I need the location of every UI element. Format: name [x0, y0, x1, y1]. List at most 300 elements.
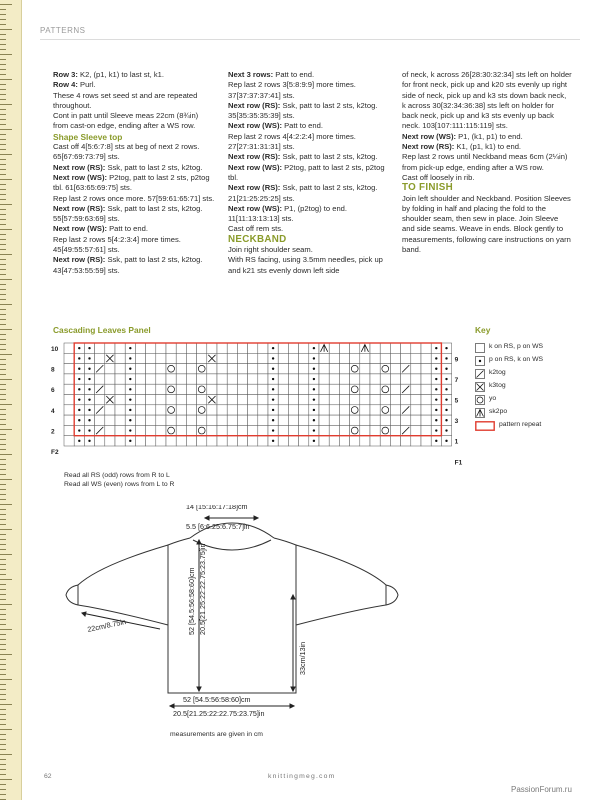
ruler-tick — [0, 309, 6, 310]
chart-cell — [380, 343, 390, 353]
instruction-line — [53, 235, 215, 256]
ruler-tick — [0, 594, 6, 595]
purl-dot — [313, 429, 315, 431]
purl-dot — [435, 429, 437, 431]
purl-dot — [129, 357, 131, 359]
chart-cell — [329, 415, 339, 425]
chart-cell — [217, 395, 227, 405]
row-label: Next row (RS): — [402, 142, 457, 152]
chart-cell — [329, 436, 339, 446]
chart-cell — [288, 384, 298, 394]
chart-cell — [227, 364, 237, 374]
chart-cell — [227, 405, 237, 415]
chart-cell — [319, 436, 329, 446]
chart-cell — [146, 364, 156, 374]
ruler-tick — [0, 374, 6, 375]
chart-cell — [248, 374, 258, 384]
chart-cell — [227, 425, 237, 435]
ruler-tick — [0, 789, 6, 790]
purl-dot — [435, 419, 437, 421]
instruction-text: Rep last 2 rows until Neckband meas 6cm (2¼in) from pick-up edge, ending after a WS row. — [402, 152, 568, 172]
purl-dot — [445, 378, 447, 380]
instruction-line — [402, 132, 572, 142]
chart-cell — [319, 425, 329, 435]
dot-key-icon — [475, 356, 485, 366]
chart-cell — [329, 364, 339, 374]
ruler-tick — [0, 44, 6, 45]
row-label: Next row (RS): — [53, 255, 108, 265]
chart-cell — [278, 364, 288, 374]
ruler-tick — [0, 609, 6, 610]
chart-cell — [390, 415, 400, 425]
chart-cell — [64, 405, 74, 415]
ruler-tick — [0, 674, 6, 675]
chart-cell — [329, 405, 339, 415]
ruler-tick — [0, 534, 6, 535]
purl-dot — [445, 409, 447, 411]
chart-cell — [258, 425, 268, 435]
ruler-tick — [0, 484, 6, 485]
ruler-tick — [0, 504, 12, 505]
purl-dot — [88, 429, 90, 431]
ruler-tick — [0, 449, 6, 450]
purl-dot — [78, 378, 80, 380]
purl-dot — [445, 357, 447, 359]
instruction-text: Rep last 2 rows 3[5:8:9:9] more times. 37[37:37:37:41] sts. — [228, 80, 356, 100]
ruler-tick — [0, 119, 6, 120]
ruler-tick — [0, 529, 12, 530]
chart-cell — [135, 425, 145, 435]
chart-cell — [166, 343, 176, 353]
ruler-tick — [0, 599, 6, 600]
chart-cell — [390, 405, 400, 415]
instruction-text: Join left shoulder and Neckband. Position Sleeves by folding in half and placing the fold to the shoulder seam, then sew in place. Join Sleeve and side seams. Weave in ends. Block gently to measurements, following care instructions on yarn band. — [402, 193, 571, 255]
instruction-text: Patt to end. — [109, 224, 148, 234]
chart-cell — [339, 415, 349, 425]
chart-cell — [390, 395, 400, 405]
chart-cell — [237, 364, 247, 374]
chart-cell — [135, 364, 145, 374]
ruler-tick — [0, 224, 6, 225]
body-width-cm: 52 [54.5:56:58:60]cm — [183, 695, 251, 704]
purl-dot — [129, 378, 131, 380]
chart-cell — [370, 353, 380, 363]
chart-cell — [207, 405, 217, 415]
chart-cell — [217, 405, 227, 415]
chart-cell — [390, 364, 400, 374]
chart-cell — [360, 395, 370, 405]
ruler-tick — [0, 264, 6, 265]
chart-cell — [227, 415, 237, 425]
ruler-tick — [0, 569, 6, 570]
row-number-right: 1 — [454, 438, 459, 446]
chart-cell — [421, 343, 431, 353]
chart-cell — [217, 436, 227, 446]
ruler-tick — [0, 784, 6, 785]
ruler-tick — [0, 724, 6, 725]
chart-cell — [227, 436, 237, 446]
ruler-tick — [0, 59, 6, 60]
chart-cell — [299, 405, 309, 415]
chart-cell — [237, 384, 247, 394]
ruler-tick — [0, 149, 6, 150]
chart-cell — [227, 374, 237, 384]
chart-cell — [115, 415, 125, 425]
purl-dot — [78, 398, 80, 400]
purl-dot — [445, 398, 447, 400]
chart-cell — [421, 415, 431, 425]
chart-cell — [339, 395, 349, 405]
ruler-tick — [0, 499, 6, 500]
chart-cell — [176, 384, 186, 394]
chart-cell — [95, 436, 105, 446]
chart-cell — [135, 353, 145, 363]
ruler-tick — [0, 254, 12, 255]
ruler-tick — [0, 169, 6, 170]
header-divider — [40, 39, 580, 40]
chart-cell — [248, 395, 258, 405]
ruler-tick — [0, 519, 6, 520]
chart-cell — [237, 415, 247, 425]
row-number-right: 5 — [454, 397, 459, 405]
chart-cell — [237, 374, 247, 384]
ruler-tick — [0, 124, 6, 125]
chart-reading-note — [64, 471, 174, 489]
ruler-tick — [0, 659, 6, 660]
chart-cell — [278, 395, 288, 405]
ruler-tick — [0, 694, 6, 695]
ruler-tick — [0, 619, 6, 620]
chart-cell — [156, 353, 166, 363]
chart-cell — [115, 384, 125, 394]
stitch-chart — [50, 340, 470, 470]
chart-cell — [146, 384, 156, 394]
chart-cell — [370, 425, 380, 435]
chart-cell — [401, 395, 411, 405]
chart-cell — [258, 343, 268, 353]
instruction-text: Rep last 2 rows 5[4:2:3:4] more times. 45[49:55:57:61] sts. — [53, 234, 181, 255]
ruler-tick — [0, 779, 12, 780]
chart-cell — [186, 436, 196, 446]
section-heading: NECKBAND — [228, 233, 287, 245]
chart-cell — [370, 364, 380, 374]
chart-cell — [258, 353, 268, 363]
k3tog-key-icon — [475, 382, 485, 392]
purl-dot — [272, 429, 274, 431]
purl-dot — [272, 409, 274, 411]
chart-cell — [278, 374, 288, 384]
chart-cell — [329, 425, 339, 435]
chart-cell — [258, 374, 268, 384]
chart-cell — [288, 405, 298, 415]
ruler-tick — [0, 649, 6, 650]
side-length: 33cm/13in — [298, 641, 307, 675]
key-label: sk2po — [489, 408, 508, 415]
chart-cell — [411, 405, 421, 415]
purl-dot — [88, 409, 90, 411]
chart-cell — [258, 395, 268, 405]
ruler-tick — [0, 544, 6, 545]
ruler-tick — [0, 764, 6, 765]
row-number-right: F1 — [454, 459, 463, 467]
chart-cell — [95, 374, 105, 384]
instruction-text: These 4 rows set seed st and are repeated throughout. — [53, 90, 198, 110]
ruler-tick — [0, 459, 6, 460]
chart-cell — [390, 374, 400, 384]
ruler-tick — [0, 769, 6, 770]
ruler-tick — [0, 679, 12, 680]
chart-cell — [156, 364, 166, 374]
chart-cell — [258, 364, 268, 374]
purl-dot — [129, 347, 131, 349]
ruler-tick — [0, 564, 6, 565]
instruction-text: Ssk, patt to last 2 sts, k2tog. 35[35:35:35:39] sts. — [228, 100, 378, 121]
instruction-line — [228, 80, 390, 101]
ruler-tick — [0, 189, 6, 190]
body-length-cm: 52 [54.5:56:58:60]cm — [187, 567, 196, 635]
row-number-right: 7 — [454, 376, 459, 384]
purl-dot — [78, 419, 80, 421]
ruler-tick — [0, 154, 12, 155]
chart-cell — [288, 436, 298, 446]
chart-cell — [350, 343, 360, 353]
ruler-tick — [0, 229, 12, 230]
chart-cell — [390, 436, 400, 446]
right-cuff — [386, 585, 398, 605]
chart-cell — [186, 374, 196, 384]
chart-cell — [370, 436, 380, 446]
ruler-tick — [0, 444, 6, 445]
chart-cell — [146, 436, 156, 446]
chart-cell — [135, 395, 145, 405]
chart-cell — [105, 436, 115, 446]
chart-cell — [186, 405, 196, 415]
ruler-tick — [0, 19, 6, 20]
chart-cell — [299, 425, 309, 435]
ruler-tick — [0, 339, 6, 340]
repeat-key-icon — [475, 421, 495, 431]
key-label: yo — [489, 395, 497, 402]
ruler-tick — [0, 134, 6, 135]
row-label: Next row (RS): — [53, 162, 108, 172]
chart-cell — [176, 415, 186, 425]
chart-cell — [217, 374, 227, 384]
ruler-tick — [0, 494, 6, 495]
instruction-line — [53, 80, 215, 90]
chart-cell — [390, 343, 400, 353]
chart-cell — [176, 395, 186, 405]
chart-cell — [319, 374, 329, 384]
ruler-tick — [0, 574, 6, 575]
chart-cell — [248, 425, 258, 435]
chart-cell — [278, 353, 288, 363]
chart-cell — [319, 353, 329, 363]
instruction-line — [53, 255, 215, 276]
ruler-tick — [0, 344, 6, 345]
chart-cell — [278, 384, 288, 394]
purl-dot — [78, 429, 80, 431]
ruler-tick — [0, 794, 6, 795]
left-cuff — [66, 585, 78, 605]
chart-cell — [421, 364, 431, 374]
row-label: Next row (WS): — [228, 121, 285, 131]
ruler-tick — [0, 514, 6, 515]
chart-cell — [411, 374, 421, 384]
text-column-1 — [53, 70, 215, 276]
chart-cell — [339, 374, 349, 384]
chart-cell — [156, 425, 166, 435]
ruler-tick — [0, 654, 12, 655]
chart-cell — [421, 395, 431, 405]
chart-cell — [146, 415, 156, 425]
chart-cell — [319, 405, 329, 415]
ruler-tick — [0, 129, 12, 130]
instruction-line — [402, 194, 572, 256]
instruction-text: Join right shoulder seam. — [228, 245, 313, 255]
instruction-line — [53, 224, 215, 234]
ruler-tick — [0, 559, 6, 560]
body-width-in: 20.5[21.25:22:22.75:23.75]in — [173, 709, 265, 718]
chart-cell — [237, 405, 247, 415]
chart-cell — [237, 395, 247, 405]
chart-cell — [390, 384, 400, 394]
ruler-tick — [0, 384, 6, 385]
chart-cell — [319, 384, 329, 394]
ruler-tick — [0, 94, 6, 95]
chart-cell — [115, 374, 125, 384]
row-label: Row 3: — [53, 70, 81, 79]
chart-cell — [350, 436, 360, 446]
chart-cell — [288, 415, 298, 425]
ruler-tick — [0, 624, 6, 625]
purl-dot — [272, 419, 274, 421]
chart-cell — [360, 436, 370, 446]
ruler-tick — [0, 774, 6, 775]
chart-cell — [64, 395, 74, 405]
purl-dot — [88, 347, 90, 349]
chart-cell — [339, 405, 349, 415]
chart-cell — [411, 425, 421, 435]
chart-cell — [288, 374, 298, 384]
chart-cell — [411, 384, 421, 394]
instruction-line — [228, 204, 390, 225]
ruler-tick — [0, 429, 12, 430]
ruler-tick — [0, 604, 12, 605]
chart-cell — [339, 343, 349, 353]
ruler-tick — [0, 349, 6, 350]
ruler-tick — [0, 164, 6, 165]
instruction-line — [228, 132, 390, 153]
instruction-line — [53, 173, 215, 194]
chart-note-line-1: Read all RS (odd) rows from R to L — [64, 472, 170, 479]
instruction-text: Rep last 2 rows 4[4:2:2:4] more times. 27[27:31:31:31] sts. — [228, 131, 356, 152]
chart-cell — [360, 425, 370, 435]
chart-cell — [319, 395, 329, 405]
purl-dot — [435, 347, 437, 349]
instruction-line — [228, 163, 390, 184]
ruler-tick — [0, 239, 6, 240]
chart-cell — [380, 415, 390, 425]
chart-cell — [421, 425, 431, 435]
purl-dot — [313, 347, 315, 349]
instruction-line — [228, 183, 390, 204]
row-number-left: 10 — [51, 346, 59, 353]
purl-dot — [78, 440, 80, 442]
row-label: Next row (WS): — [53, 172, 110, 182]
chart-cell — [95, 353, 105, 363]
instruction-text: Purl. — [80, 80, 96, 90]
ruler-tick — [0, 269, 6, 270]
row-number-left: F2 — [51, 449, 59, 456]
ruler-tick — [0, 274, 6, 275]
chart-cell — [401, 343, 411, 353]
chart-cell — [217, 364, 227, 374]
chart-cell — [115, 364, 125, 374]
chart-cell — [339, 425, 349, 435]
chart-cell — [278, 415, 288, 425]
instruction-line — [402, 70, 572, 132]
ruler-tick — [0, 719, 6, 720]
chart-cell — [278, 405, 288, 415]
chart-cell — [186, 384, 196, 394]
ruler-tick — [0, 369, 6, 370]
key-title: Key — [475, 325, 491, 335]
ruler-tick — [0, 689, 6, 690]
ruler-tick — [0, 729, 12, 730]
chart-cell — [146, 374, 156, 384]
purl-dot — [435, 368, 437, 370]
chart-cell — [380, 374, 390, 384]
chart-cell — [421, 384, 431, 394]
purl-dot — [445, 388, 447, 390]
chart-cell — [186, 395, 196, 405]
instruction-text: K2, (p1, k1) to last st, k1. — [80, 70, 165, 79]
ruler-tick — [0, 139, 6, 140]
ruler-tick — [0, 754, 12, 755]
chart-cell — [227, 343, 237, 353]
purl-dot — [313, 440, 315, 442]
row-label: Next row (WS): — [402, 131, 459, 141]
ruler-tick — [0, 399, 6, 400]
ruler-tick — [0, 179, 12, 180]
purl-dot — [88, 368, 90, 370]
purl-dot — [272, 357, 274, 359]
ruler-tick — [0, 184, 6, 185]
chart-cell — [258, 436, 268, 446]
chart-cell — [135, 436, 145, 446]
ruler-tick — [0, 509, 6, 510]
ruler-tick — [0, 144, 6, 145]
ruler-tick — [0, 324, 6, 325]
chart-cell — [115, 436, 125, 446]
instruction-text: Ssk, patt to last 2 sts, k2tog. — [282, 152, 378, 162]
chart-cell — [350, 353, 360, 363]
chart-cell — [176, 353, 186, 363]
chart-cell — [197, 395, 207, 405]
instruction-line — [402, 152, 572, 173]
purl-dot — [129, 368, 131, 370]
ruler-tick — [0, 199, 6, 200]
instruction-text: Ssk, patt to last 2 sts, k2tog. — [107, 162, 203, 172]
instruction-line — [53, 204, 215, 225]
row-label: Row 4: — [53, 80, 81, 90]
chart-cell — [299, 415, 309, 425]
chart-cell — [288, 425, 298, 435]
key-label: k2tog — [489, 369, 506, 376]
chart-cell — [299, 395, 309, 405]
ruler-tick — [0, 194, 6, 195]
instruction-text: Patt to end. — [284, 121, 323, 131]
